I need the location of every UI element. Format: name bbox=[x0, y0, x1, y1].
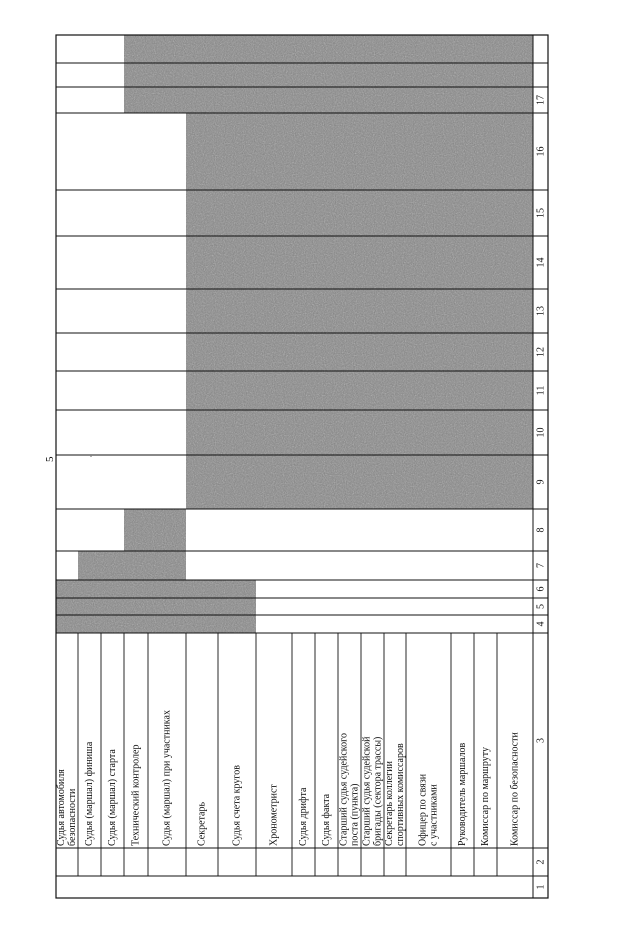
shaded-cell-block bbox=[186, 35, 533, 509]
row-label: Старший судья судейского bbox=[338, 733, 350, 846]
column-number: 6 bbox=[535, 586, 547, 592]
row-label: Руководитель маршалов bbox=[456, 742, 468, 846]
column-number: 5 bbox=[535, 604, 547, 609]
row-label: Судья (маршал) при участниках bbox=[161, 710, 173, 846]
shaded-cell-block bbox=[124, 551, 186, 580]
row-label: Офицер по связи bbox=[417, 773, 429, 846]
row-label: Судья (маршал) финиша bbox=[83, 741, 95, 846]
column-number: 13 bbox=[535, 306, 547, 316]
column-number: 10 bbox=[535, 427, 547, 438]
row-label: поста (пункта) bbox=[349, 783, 361, 846]
row-label: спортивных комиссаров bbox=[394, 743, 406, 846]
column-number: 11 bbox=[535, 385, 547, 396]
column-number: 2 bbox=[535, 859, 547, 865]
page-number: 5 bbox=[44, 456, 56, 462]
row-label: безопасности bbox=[66, 788, 78, 846]
row-label: Судья дрифта bbox=[297, 787, 309, 846]
column-number: 3 bbox=[535, 738, 547, 743]
row-label: Хронометрист bbox=[268, 784, 280, 846]
row-label: Секретарь коллегии bbox=[383, 761, 395, 846]
column-number: 16 bbox=[535, 146, 547, 157]
column-number: 4 bbox=[535, 621, 547, 627]
column-number: 7 bbox=[535, 563, 547, 568]
row-label: Технический контролер bbox=[130, 744, 142, 846]
scan-speck bbox=[90, 455, 92, 457]
row-label: Судья (маршал) старта bbox=[106, 749, 118, 846]
column-number: 17 bbox=[535, 95, 547, 105]
shaded-cell-block bbox=[124, 35, 186, 113]
column-number: 9 bbox=[535, 479, 547, 485]
shaded-regions bbox=[56, 35, 533, 633]
row-label: Секретарь bbox=[196, 801, 208, 846]
column-number: 15 bbox=[535, 208, 547, 218]
row-label: с участниками bbox=[428, 784, 440, 846]
column-number: 12 bbox=[535, 347, 547, 357]
row-label: Судья факта bbox=[320, 793, 332, 846]
row-label: Комиссар по маршруту bbox=[479, 747, 491, 846]
row-label: Судья автомобиля bbox=[55, 769, 67, 846]
column-number: 8 bbox=[535, 527, 547, 533]
row-label: Старший судья судейской bbox=[361, 736, 373, 846]
scan-speck bbox=[84, 586, 86, 588]
shaded-cell-block bbox=[124, 509, 186, 551]
scan-speck bbox=[124, 555, 126, 557]
column-number: 14 bbox=[535, 257, 547, 268]
row-label: бригады (сектора трассы) bbox=[372, 736, 384, 846]
row-label: Комиссар по безопасности bbox=[509, 732, 521, 846]
column-number: 1 bbox=[535, 884, 547, 890]
row-label: Судья счета кругов bbox=[231, 765, 243, 846]
